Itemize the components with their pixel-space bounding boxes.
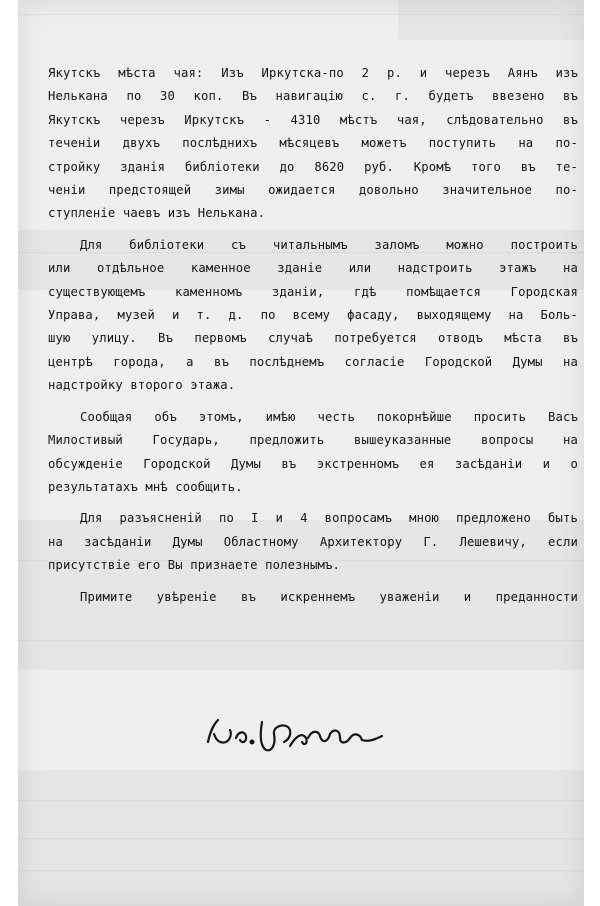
text-line: существующемъ каменномъ зданіи, гдѣ помѣщается Городская [48,284,578,299]
text-line: Для разъясненій по I и 4 вопросамъ мною предложено быть [80,511,578,526]
text-line: ченіи предстоящей зимы ожидается довольно значительное по- [48,183,578,198]
text-line: результатахъ мнѣ сообщить. [48,479,243,494]
text-line: шую улицу. Въ первомъ случаѣ потребуется отводъ мѣста въ [48,331,578,346]
text-line: Управа, музей и т. д. по всему фасаду, выходящему на Боль- [48,308,578,323]
text-line: или отдѣльное каменное зданіе или надстроить этажъ на [48,261,578,276]
text-line: стройку зданія библіотеки до 8620 руб. Кромѣ того въ те- [48,159,578,174]
text-line: Якутскъ мѣста чая: Изъ Иркутска-по 2 р. и черезъ Аянъ изъ [48,66,578,80]
paragraph-tea-shipments [48,62,578,226]
paragraph-request [48,406,578,500]
text-line: Сообщая объ этомъ, имѣю честь покорнѣйше просить Васъ [80,409,578,424]
handwritten-signature [200,712,390,758]
text-line: теченіи двухъ послѣднихъ мѣсяцевъ можетъ поступить на по- [48,136,578,151]
text-line: надстройку второго этажа. [48,378,236,393]
letter-body [48,62,578,609]
text-line: Якутскъ черезъ Иркутскъ - 4310 мѣстъ чая, слѣдовательно въ [48,112,578,127]
text-line: на засѣданіи Думы Областному Архитектору Г. Лешевичу, если [48,534,578,549]
text-line: присутствіе его Вы признаете полезнымъ. [48,558,341,573]
text-line: центрѣ города, а въ послѣднемъ согласіе Городской Думы на [48,354,578,369]
text-line: Примите увѣреніе въ искреннемъ уваженіи и преданности [80,589,578,604]
paragraph-closing [48,586,578,609]
text-line: Для библіотеки съ читальнымъ заломъ можно построить [80,237,578,252]
text-line: Милостивый Государь, предложить вышеуказанные вопросы на [48,433,578,448]
text-line: ступленіе чаевъ изъ Нелькана. [48,206,266,221]
paragraph-architect [48,507,578,577]
text-line: Нелькана по 30 коп. Въ навигацію с. г. будетъ ввезено въ [48,89,578,104]
text-line: обсужденіе Городской Думы въ экстренномъ ея засѣданіи и о [48,456,578,471]
paragraph-library-building [48,234,578,398]
